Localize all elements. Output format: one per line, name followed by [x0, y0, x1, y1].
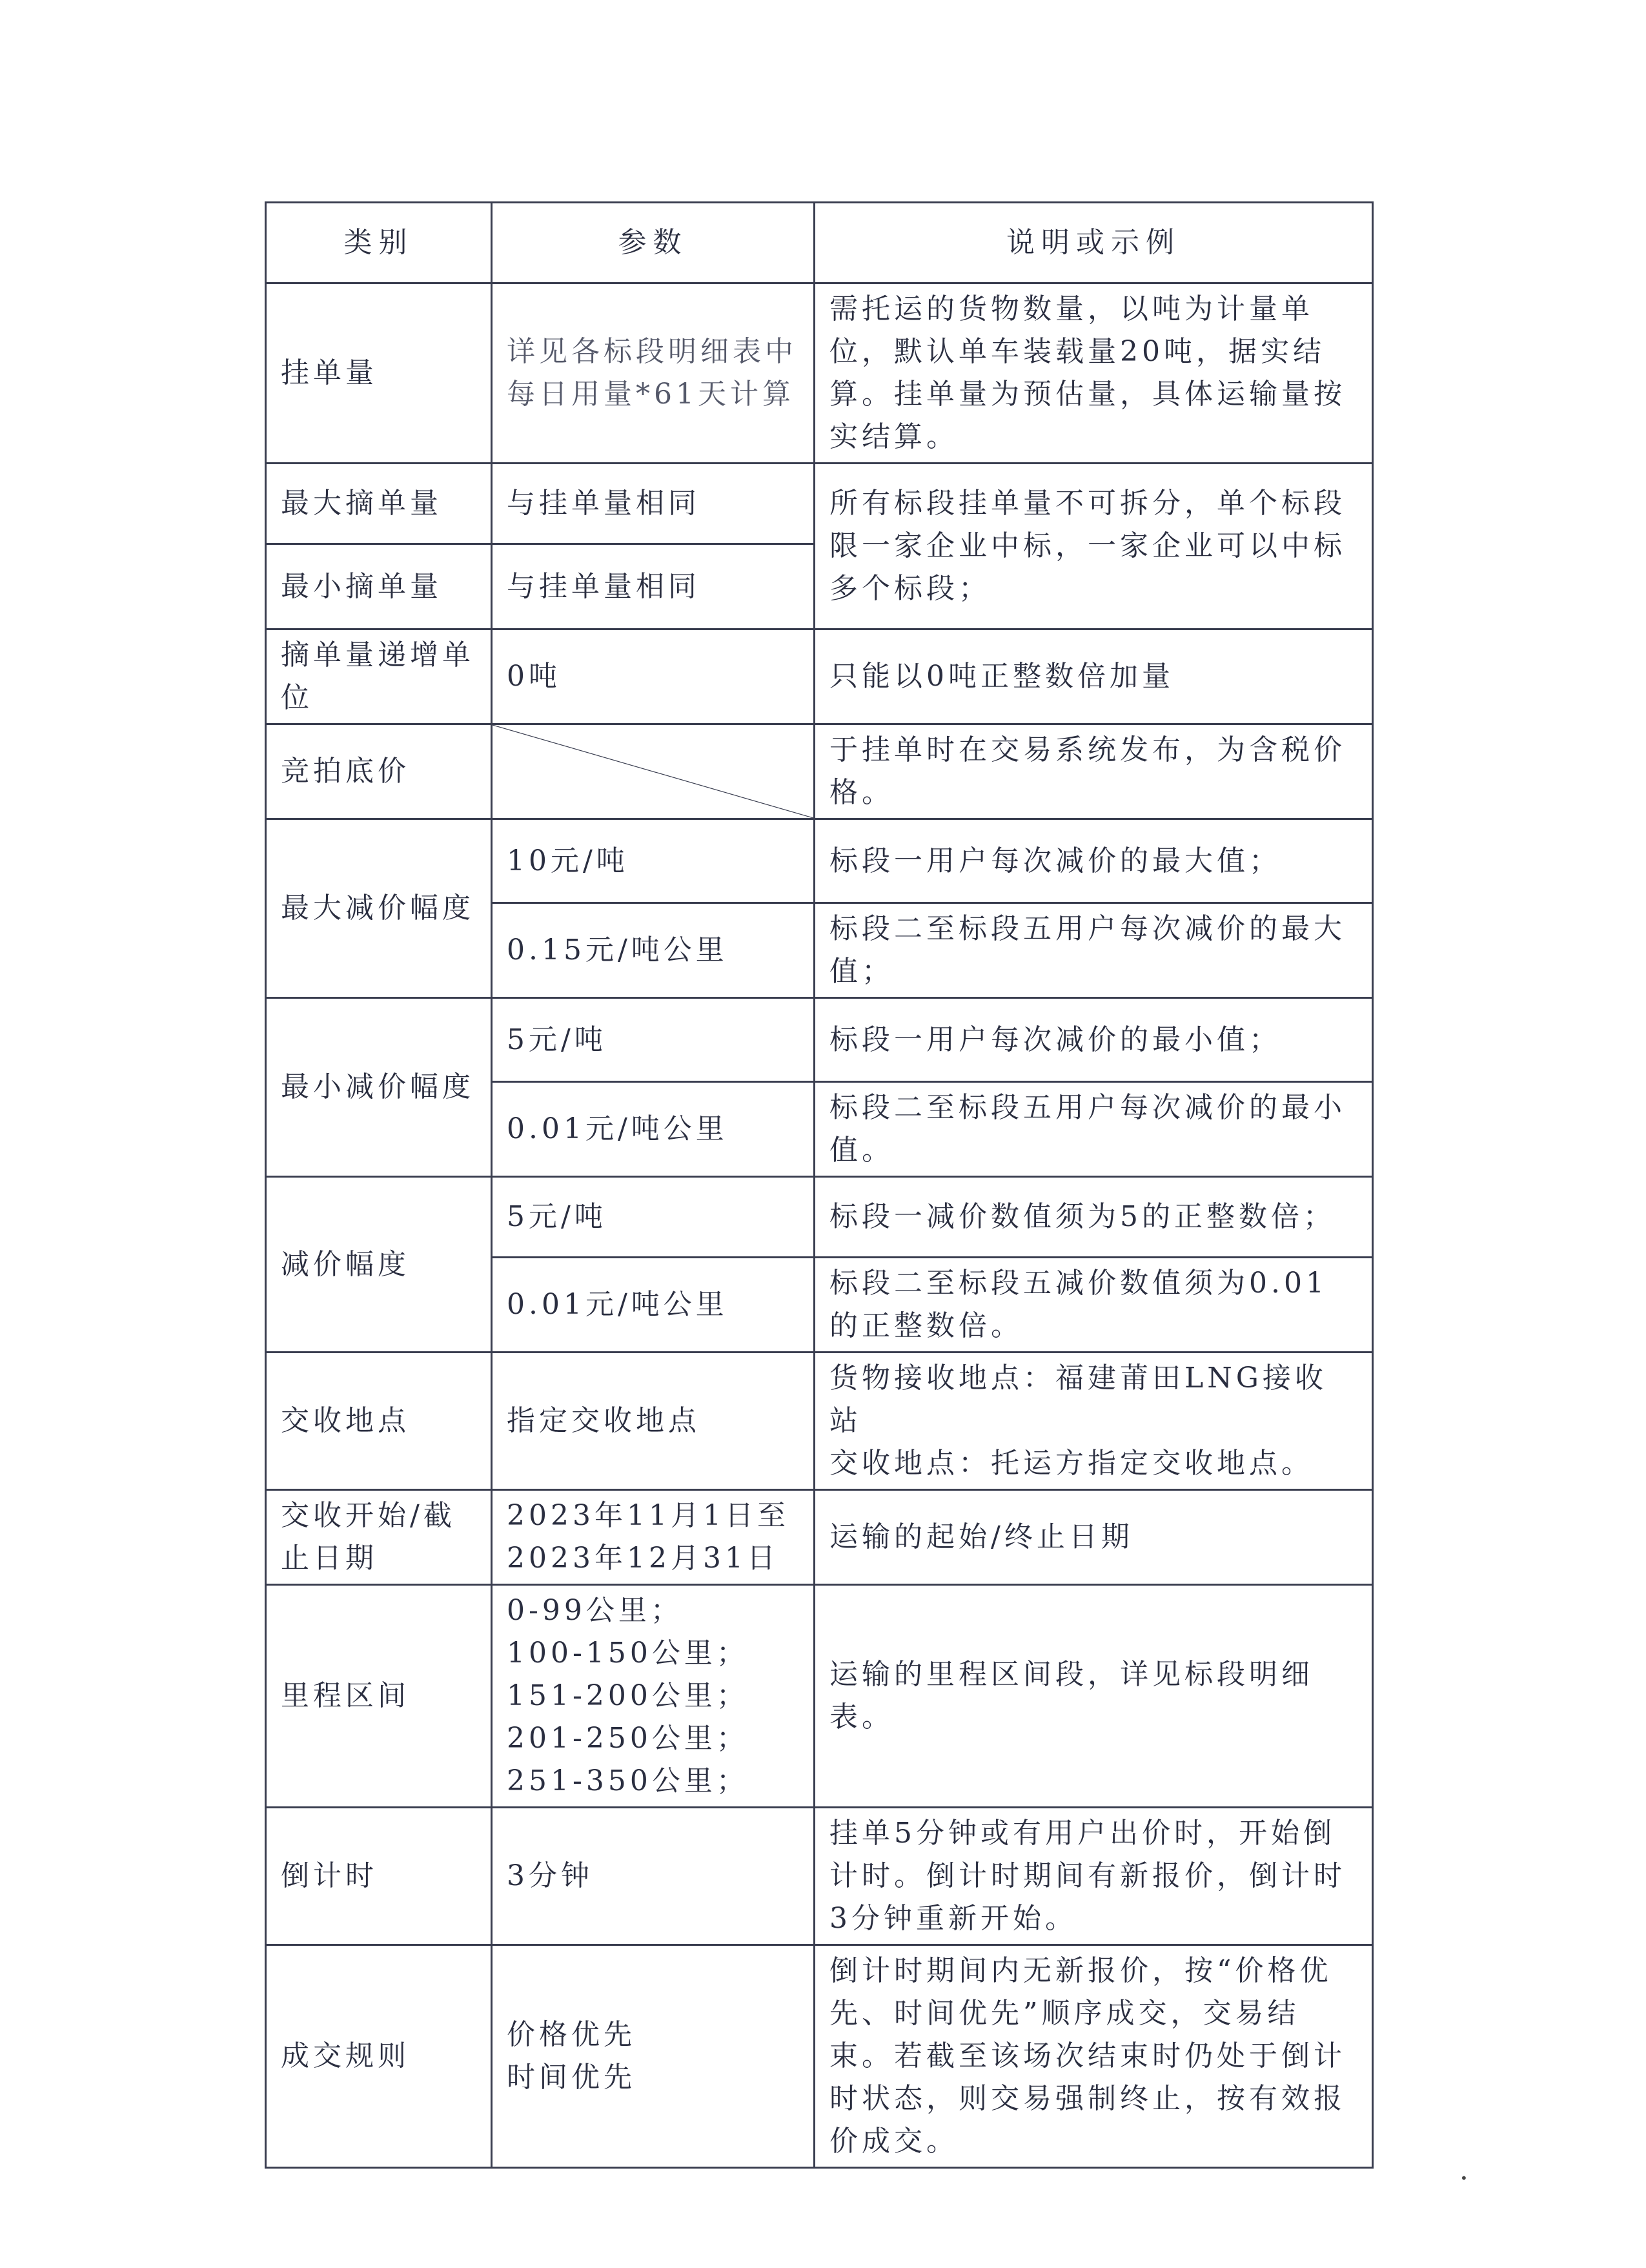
- desc-cell: 标段一减价数值须为5的正整数倍；: [815, 1177, 1373, 1258]
- scan-speck: •: [1460, 2171, 1468, 2186]
- table-row: [266, 724, 1373, 819]
- table-row: [266, 1353, 1373, 1490]
- desc-cell: 只能以0吨正整数倍加量: [815, 629, 1373, 724]
- desc-cell: 标段二至标段五减价数值须为0.01的正整数倍。: [815, 1258, 1373, 1353]
- category-cell: 减价幅度: [266, 1177, 492, 1353]
- param-cell: 指定交收地点: [492, 1353, 815, 1490]
- table-row: [266, 283, 1373, 464]
- table-row: [266, 629, 1373, 724]
- category-cell: 最小摘单量: [266, 544, 492, 629]
- category-cell: 里程区间: [266, 1585, 492, 1808]
- desc-cell: 标段二至标段五用户每次减价的最小值。: [815, 1082, 1373, 1177]
- table-header-row: [266, 203, 1373, 283]
- param-cell: 0.01元/吨公里: [492, 1258, 815, 1353]
- table-row: [266, 1945, 1373, 2168]
- param-cell: 价格优先 时间优先: [492, 1945, 815, 2168]
- category-cell: 成交规则: [266, 1945, 492, 2168]
- table-row: [266, 819, 1373, 903]
- table-row: [266, 1177, 1373, 1258]
- empty-diagonal-cell: [492, 724, 815, 819]
- category-cell: 挂单量: [266, 283, 492, 464]
- category-cell: 最大减价幅度: [266, 819, 492, 998]
- header-category: 类别: [266, 203, 492, 283]
- table-row: [266, 1808, 1373, 1945]
- header-desc: 说明或示例: [815, 203, 1373, 283]
- table-row: [266, 1585, 1373, 1808]
- desc-cell: 所有标段挂单量不可拆分，单个标段限一家企业中标，一家企业可以中标多个标段；: [815, 464, 1373, 629]
- param-cell: 0.15元/吨公里: [492, 903, 815, 998]
- desc-cell: 标段一用户每次减价的最小值；: [815, 998, 1373, 1082]
- category-cell: 竞拍底价: [266, 724, 492, 819]
- category-cell: 交收开始/截止日期: [266, 1490, 492, 1585]
- desc-cell: 倒计时期间内无新报价，按“价格优先、时间优先”顺序成交，交易结束。若截至该场次结束时仍处于倒计时状态，则交易强制终止，按有效报价成交。: [815, 1945, 1373, 2168]
- param-cell: 详见各标段明细表中每日用量*61天计算: [492, 283, 815, 464]
- category-cell: 倒计时: [266, 1808, 492, 1945]
- desc-cell: 运输的里程区间段，详见标段明细表。: [815, 1585, 1373, 1808]
- rules-table: [265, 201, 1374, 2169]
- param-cell: 5元/吨: [492, 1177, 815, 1258]
- param-cell: 10元/吨: [492, 819, 815, 903]
- desc-cell: 货物接收地点：福建莆田LNG接收站 交收地点：托运方指定交收地点。: [815, 1353, 1373, 1490]
- param-cell: 5元/吨: [492, 998, 815, 1082]
- param-cell: 与挂单量相同: [492, 464, 815, 544]
- param-cell: 0-99公里； 100-150公里； 151-200公里； 201-250公里； 251-350公里；: [492, 1585, 815, 1808]
- table-row: [266, 1490, 1373, 1585]
- header-param: 参数: [492, 203, 815, 283]
- diagonal-line: [493, 725, 813, 818]
- category-cell: 交收地点: [266, 1353, 492, 1490]
- table-row: [266, 998, 1373, 1082]
- category-cell: 最小减价幅度: [266, 998, 492, 1177]
- desc-cell: 标段二至标段五用户每次减价的最大值；: [815, 903, 1373, 998]
- table-row: [266, 464, 1373, 544]
- desc-cell: 于挂单时在交易系统发布，为含税价格。: [815, 724, 1373, 819]
- param-cell: 2023年11月1日至 2023年12月31日: [492, 1490, 815, 1585]
- param-cell: 0吨: [492, 629, 815, 724]
- desc-cell: 标段一用户每次减价的最大值；: [815, 819, 1373, 903]
- category-cell: 最大摘单量: [266, 464, 492, 544]
- desc-cell: 运输的起始/终止日期: [815, 1490, 1373, 1585]
- param-cell: 0.01元/吨公里: [492, 1082, 815, 1177]
- param-cell: 3分钟: [492, 1808, 815, 1945]
- category-cell: 摘单量递增单位: [266, 629, 492, 724]
- param-cell: 与挂单量相同: [492, 544, 815, 629]
- desc-cell: 需托运的货物数量，以吨为计量单位，默认单车装载量20吨，据实结算。挂单量为预估量，具体运输量按实结算。: [815, 283, 1373, 464]
- desc-cell: 挂单5分钟或有用户出价时，开始倒计时。倒计时期间有新报价，倒计时3分钟重新开始。: [815, 1808, 1373, 1945]
